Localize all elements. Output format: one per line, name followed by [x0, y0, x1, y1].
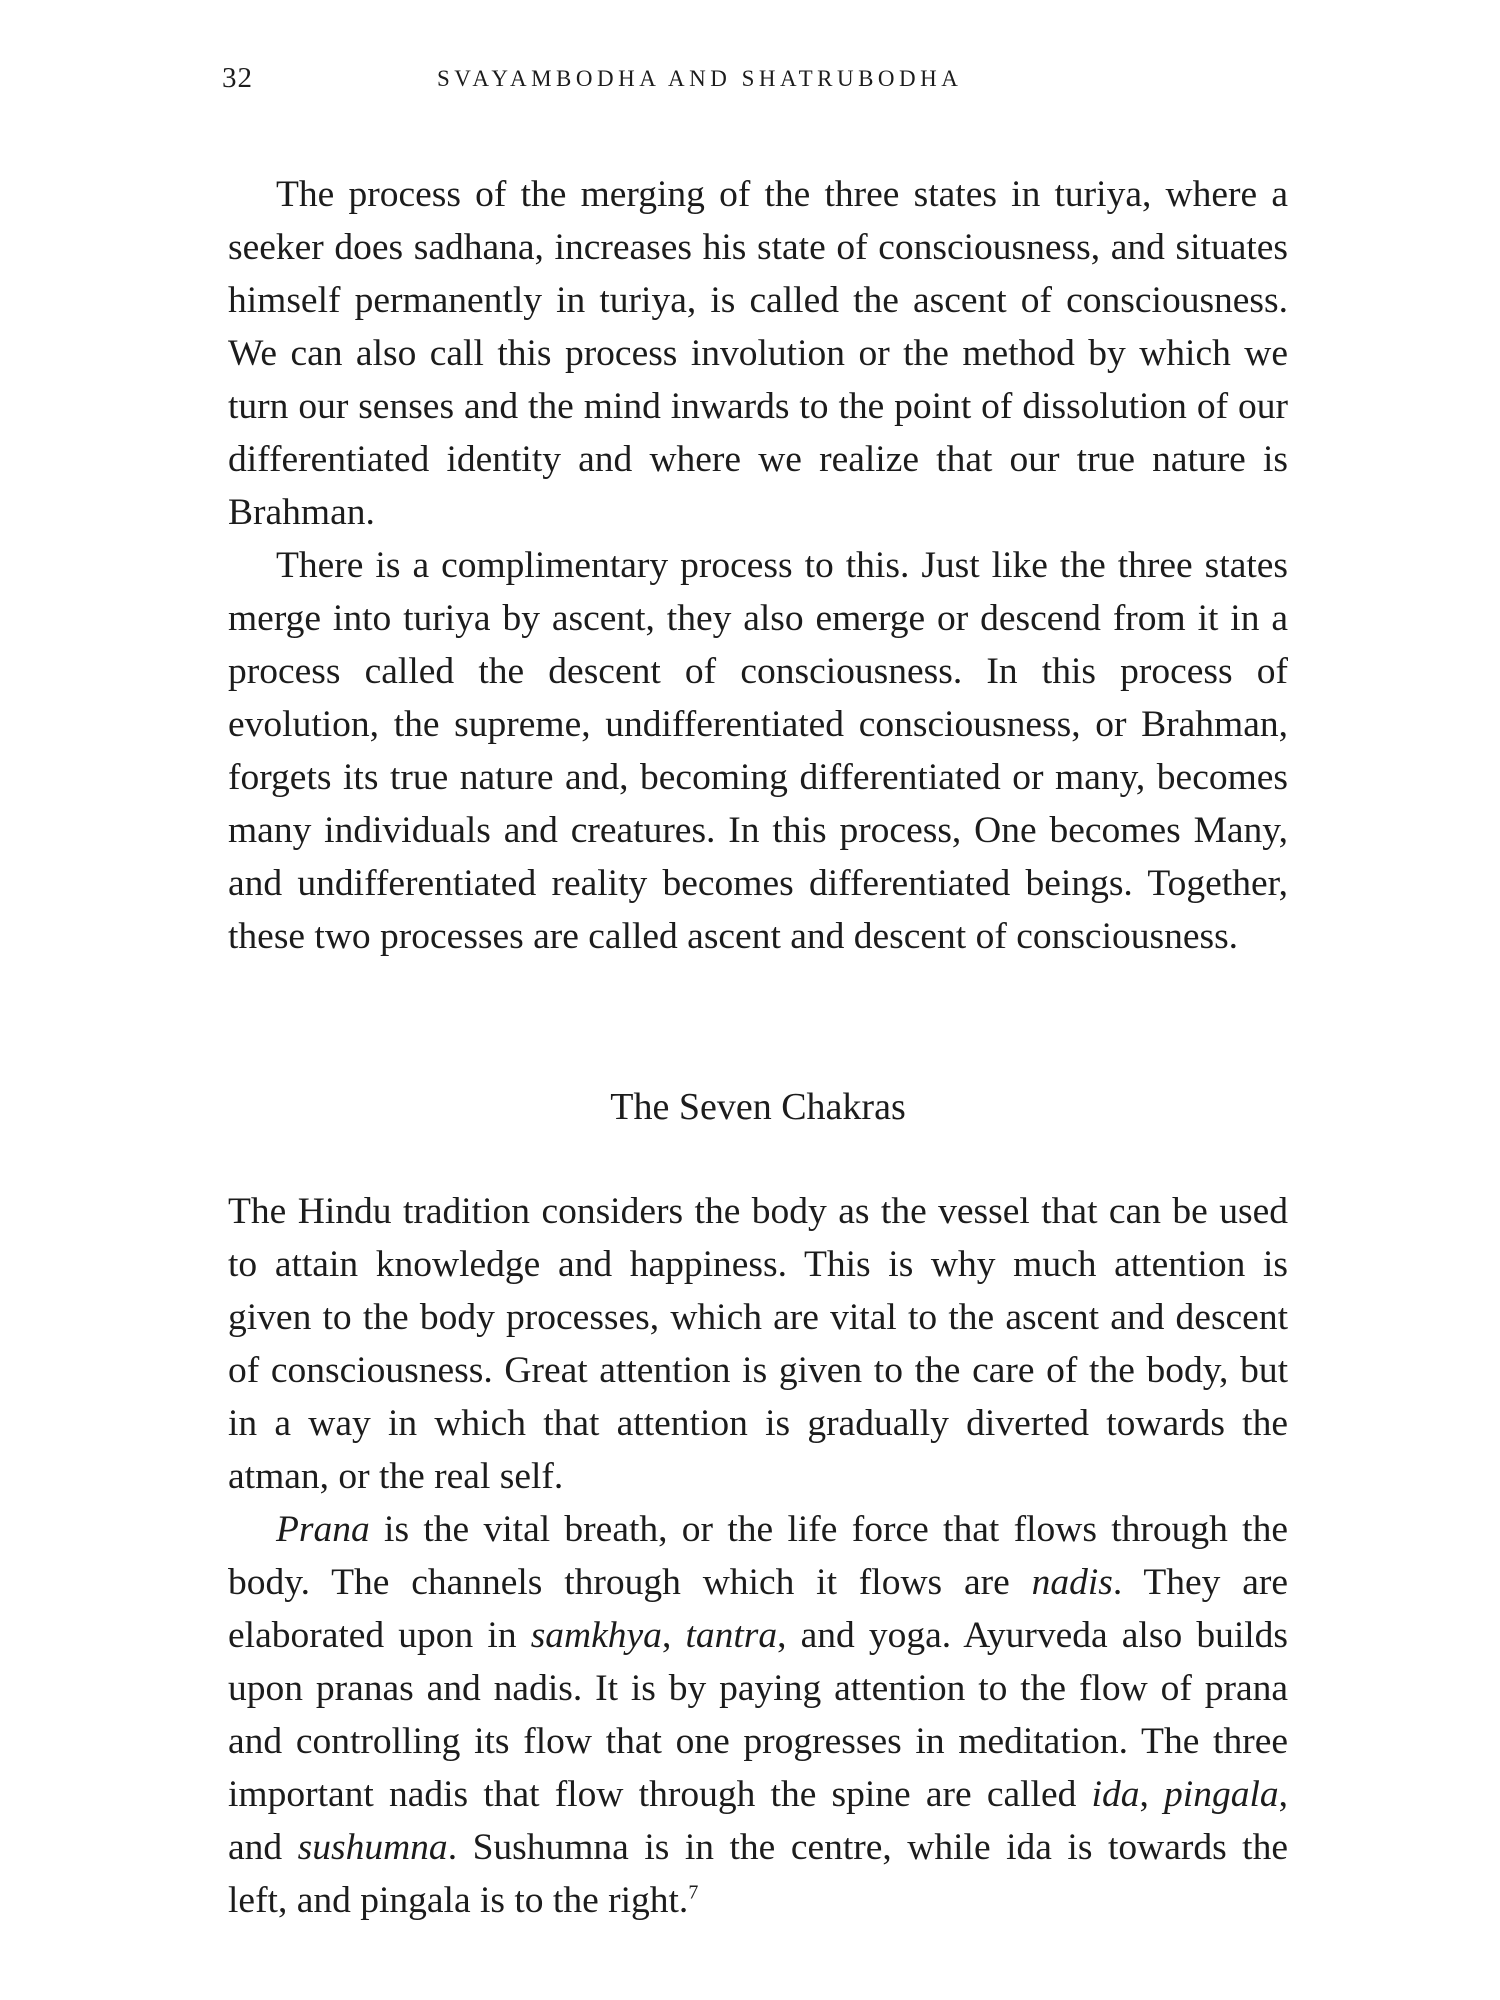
prana-text-1: is the vital breath, or the life force that flows through the body. The channels through which it flows are: [228, 1509, 1288, 1603]
term-ida: ida: [1091, 1774, 1140, 1815]
paragraph-ascent: The process of the merging of the three states in turiya, where a seeker does sadhana, increases his state of consciousness, and situates himself permanently in turiya, is called the ascent of consciousness. We can also call this process involution or the method by which we turn our senses and the mind inwards to the point of dissolution of our differentiated identity and where we realize that our true nature is Brahman.: [228, 174, 1288, 533]
page-number: 32: [222, 62, 253, 94]
section-heading: The Seven Chakras: [610, 1086, 906, 1128]
prana-text-4: , and yoga. Ayurveda also builds upon pranas and nadis. It is by paying attention to the flow of prana and controlling its flow that one progresses in meditation. The three important nadis that flow through the spine are called: [228, 1615, 1289, 1815]
term-sushumna: sushumna: [297, 1827, 448, 1868]
text-block-ascent: [228, 168, 1288, 963]
running-head: [222, 62, 1282, 102]
term-pingala: pingala: [1164, 1774, 1279, 1815]
prana-text-3: ,: [661, 1615, 686, 1656]
term-prana: Prana: [276, 1509, 370, 1550]
running-title: SVAYAMBODHA AND SHATRUBODHA: [437, 66, 963, 91]
term-samkhya: samkhya: [530, 1615, 662, 1656]
prana-text-6: , and: [228, 1774, 1288, 1868]
footnote-marker[interactable]: 7: [688, 1881, 699, 1904]
prana-text-2: . They are elaborated upon in: [228, 1562, 1288, 1656]
paragraph-prana: [228, 1503, 1288, 1927]
text-block-chakras: [228, 1185, 1288, 1927]
prana-text-7: . Sushumna is in the centre, while ida is towards the left, and pingala is to the right.: [228, 1827, 1288, 1921]
paragraph-body-vessel: The Hindu tradition considers the body as the vessel that can be used to attain knowledge and happiness. This is why much attention is given to the body processes, which are vital to the ascent and descent of consciousness. Great attention is given to the care of the body, but in a way in which that attention is gradually diverted towards the atman, or the real self.: [228, 1191, 1288, 1497]
prana-text-5: ,: [1139, 1774, 1165, 1815]
paragraph-descent: There is a complimentary process to this. Just like the three states merge into turiya by ascent, they also emerge or descend from it in a process called the descent of consciousness. In this process of evolution, the supreme, undifferentiated consciousness, or Brahman, forgets its true nature and, becoming differentiated or many, becomes many individuals and creatures. In this process, One becomes Many, and undifferentiated reality becomes differentiated beings. Together, these two processes are called ascent and descent of consciousness.: [228, 545, 1288, 957]
term-nadis: nadis: [1031, 1562, 1113, 1603]
term-tantra: tantra: [685, 1615, 778, 1656]
